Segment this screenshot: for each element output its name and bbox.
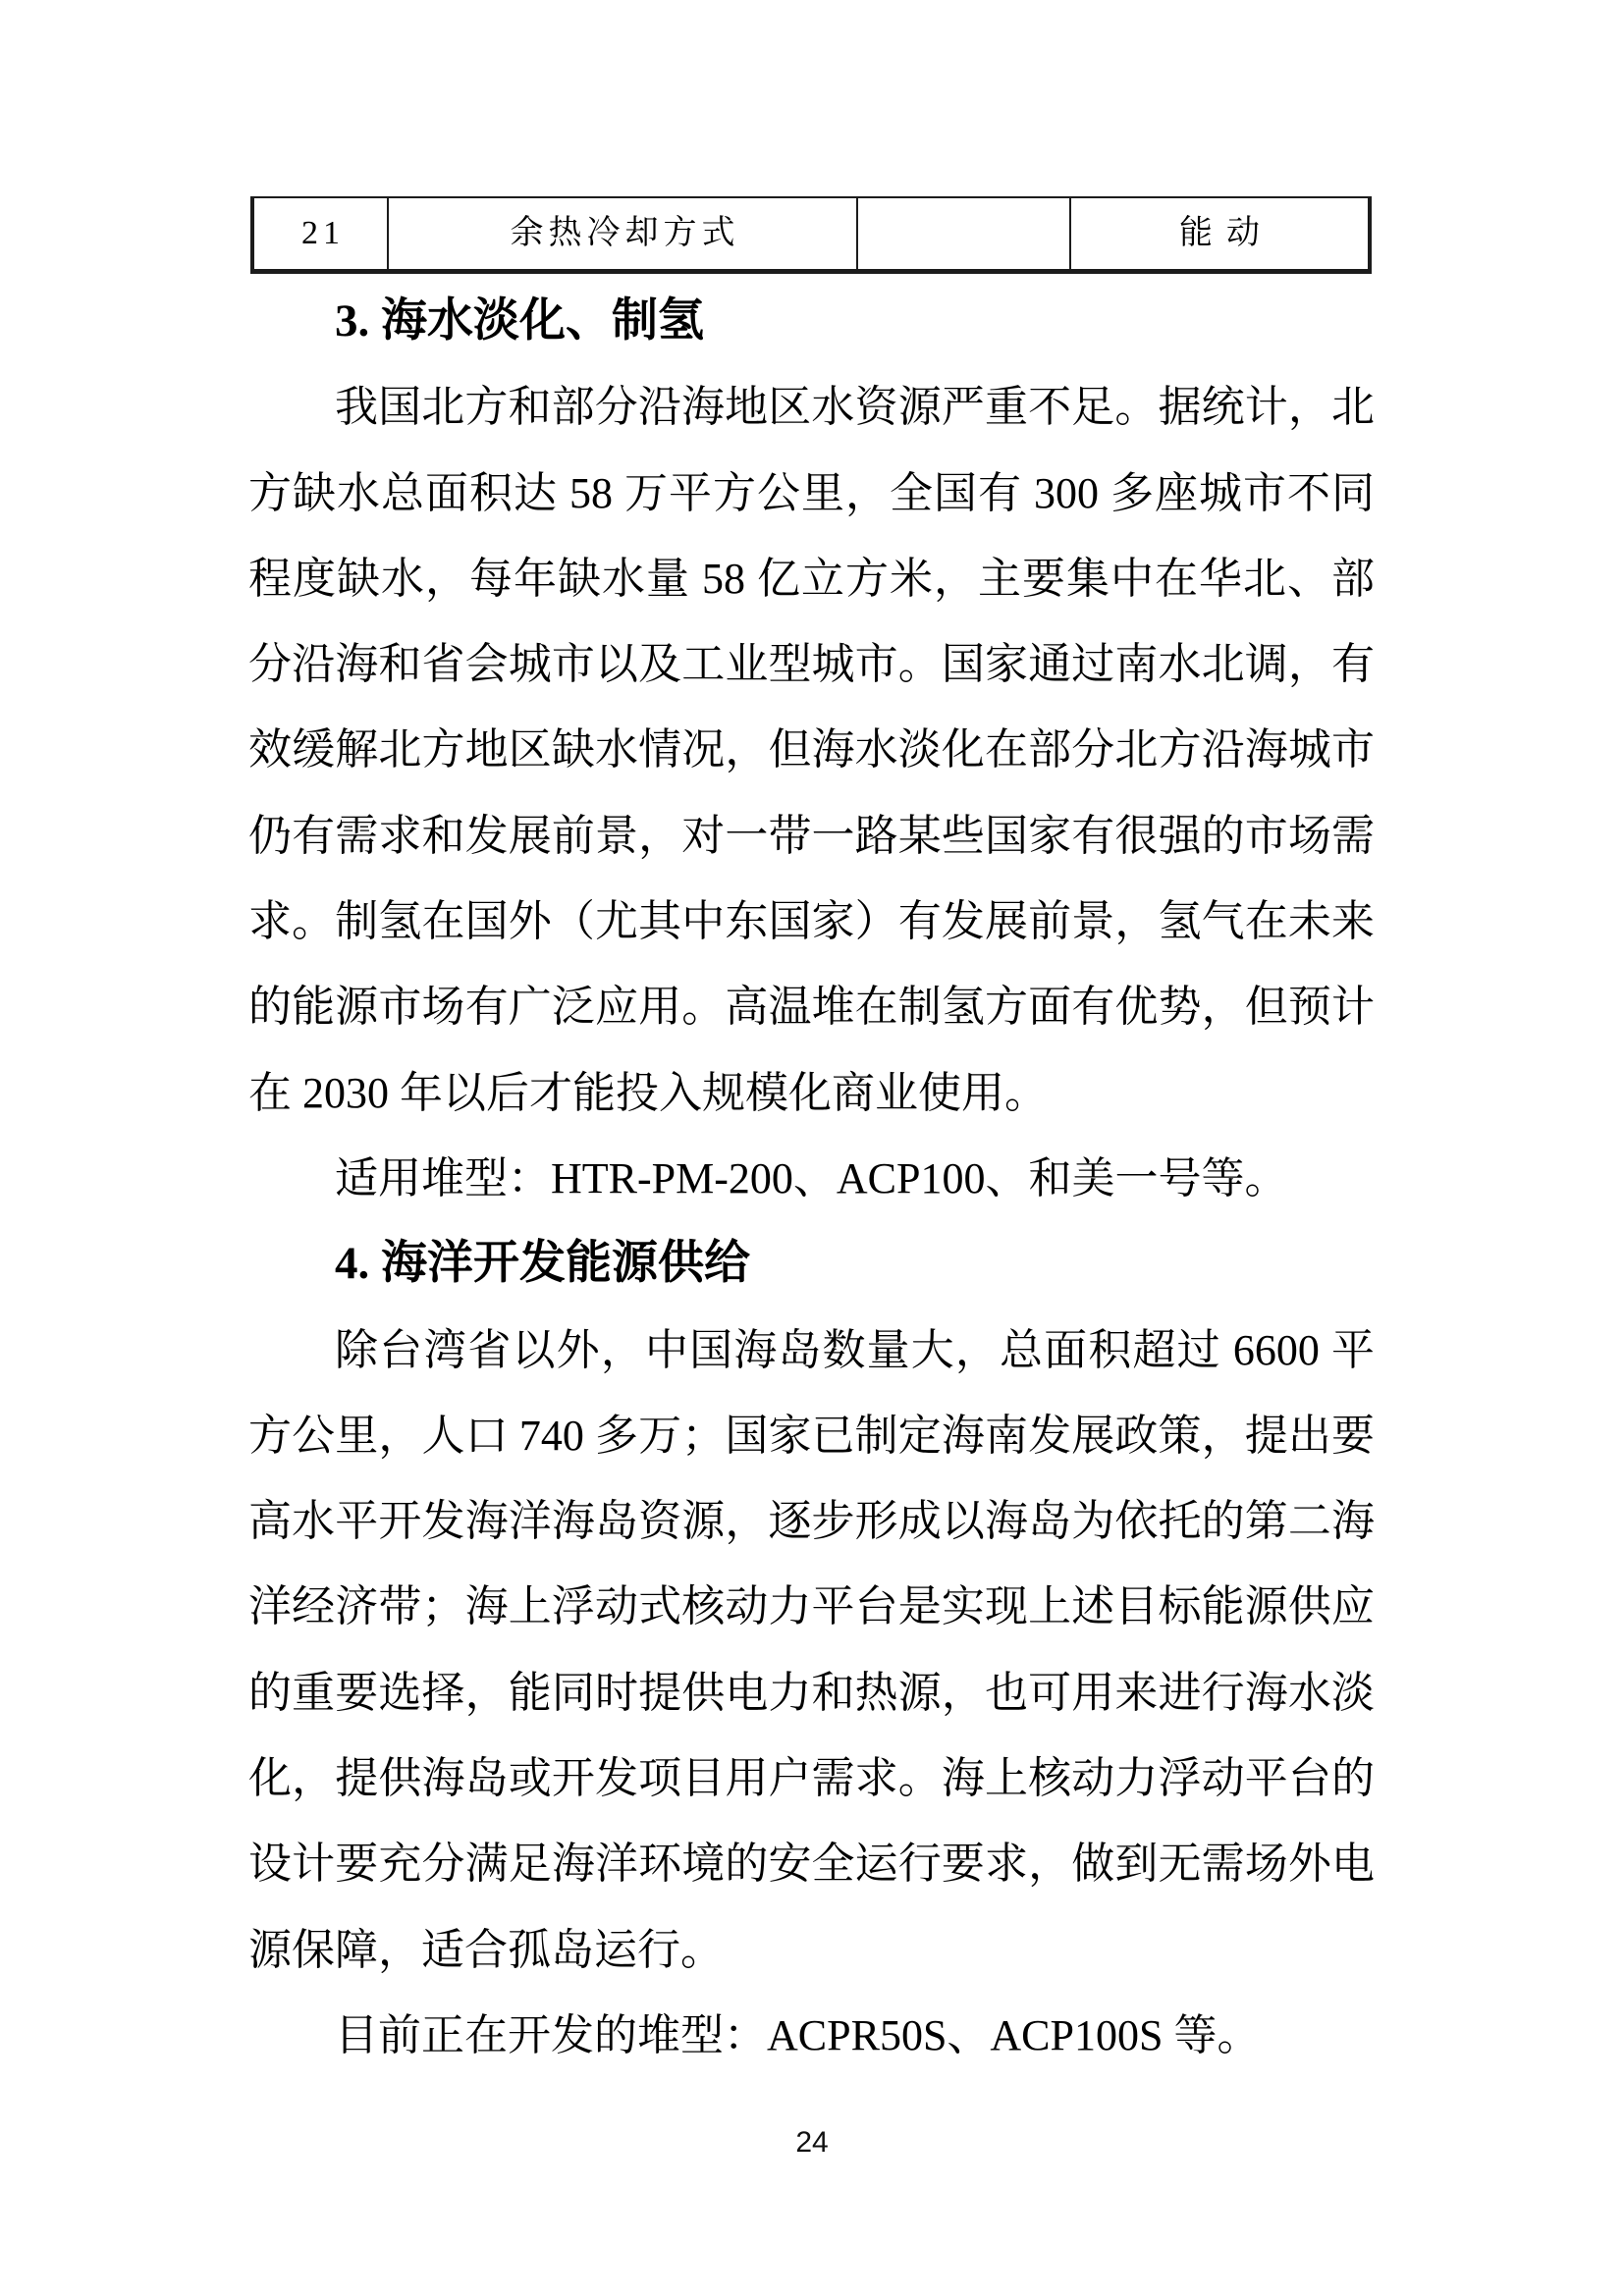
paragraph-line: 程度缺水，每年缺水量 58 亿立方米，主要集中在华北、部: [248, 554, 1375, 603]
paragraph-line: 我国北方和部分沿海地区水资源严重不足。据统计，北: [335, 383, 1375, 432]
body-text: [248, 279, 1375, 2078]
paragraph-line: 仍有需求和发展前景，对一带一路某些国家有很强的市场需: [248, 811, 1375, 860]
paragraph-line: 设计要充分满足海洋环境的安全运行要求，做到无需场外电: [248, 1840, 1375, 1889]
paragraph-line: 方公里，人口 740 多万；国家已制定海南发展政策，提出要: [248, 1411, 1375, 1460]
spec-table: [250, 196, 1372, 274]
paragraph-line: 高水平开发海洋海岛资源，逐步形成以海岛为依托的第二海: [248, 1497, 1375, 1546]
paragraph-line: 源保障，适合孤岛运行。: [248, 1925, 724, 1974]
paragraph-line: 除台湾省以外，中国海岛数量大，总面积超过 6600 平: [335, 1325, 1375, 1374]
paragraph-line: 求。制氢在国外（尤其中东国家）有发展前景，氢气在未来: [248, 897, 1375, 946]
developing-reactor-types-line: 目前正在开发的堆型：ACPR50S、ACP100S 等。: [335, 2010, 1261, 2059]
paragraph-line: 分沿海和省会城市以及工业型城市。国家通过南水北调，有: [248, 640, 1375, 689]
heading-section-4: 4. 海洋开发能源供给: [335, 1238, 750, 1290]
table-cell-row-number: 21: [254, 198, 389, 269]
table-cell-value: 能动: [1179, 215, 1273, 251]
paragraph-line: 化，提供海岛或开发项目用户需求。海上核动力浮动平台的: [248, 1754, 1375, 1803]
applicable-reactor-types-line: 适用堆型：HTR-PM-200、ACP100、和美一号等。: [335, 1153, 1288, 1202]
paragraph-line: 在 2030 年以后才能投入规模化商业使用。: [248, 1068, 1048, 1117]
table-cell-item-name: 余热冷却方式: [389, 198, 858, 269]
paragraph-line: 效缓解北方地区缺水情况，但海水淡化在部分北方沿海城市: [248, 725, 1375, 774]
paragraph-line: 洋经济带；海上浮动式核动力平台是实现上述目标能源供应: [248, 1582, 1375, 1631]
page-number: 24: [795, 2126, 829, 2159]
paragraph-line: 方缺水总面积达 58 万平方公里，全国有 300 多座城市不同: [248, 468, 1375, 517]
table-cell-empty: [858, 198, 1071, 269]
paragraph-line: 的重要选择，能同时提供电力和热源，也可用来进行海水淡: [248, 1668, 1375, 1717]
paragraph-line: 的能源市场有广泛应用。高温堆在制氢方面有优势，但预计: [248, 983, 1375, 1032]
heading-section-3: 3. 海水淡化、制氢: [335, 295, 704, 347]
